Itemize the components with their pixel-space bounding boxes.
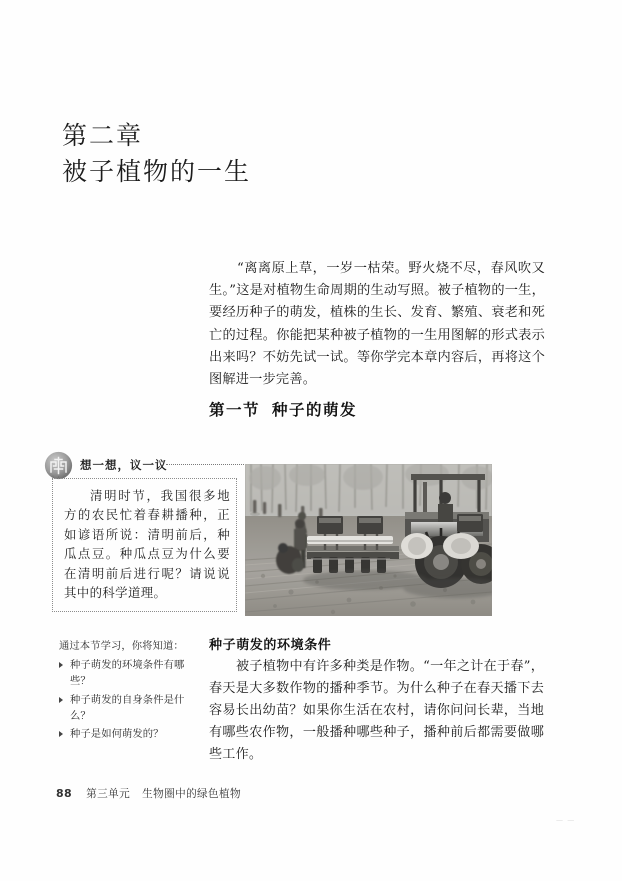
objectives-intro: 通过本节学习，你将知道： xyxy=(59,640,184,652)
field-sowing-photo xyxy=(245,464,492,616)
objective-text: 种子萌发的自身条件是什么？ xyxy=(70,693,185,722)
list-item xyxy=(59,726,195,742)
page-footer xyxy=(56,786,241,801)
body-paragraph: 被子植物中有许多种类是作物。“一年之计在于春”，春天是大多数作物的播种季节。为什么种子在春天播下去容易长出幼苗？如果你生活在农村，请你问问长辈，当地有哪些农作物，一般播种哪些种子，播种前后都需要做哪些工作。 xyxy=(209,659,544,762)
section-title: 种子的萌发 xyxy=(272,401,358,419)
seal-icon xyxy=(44,451,73,480)
list-item xyxy=(59,657,195,689)
think-discuss-text: 清明时节，我国很多地方的农民忙着春耕播种，正如谚语所说：清明前后，种瓜点豆。种瓜点豆为什么要在清明前后进行呢？请说说其中的科学道理。 xyxy=(64,488,230,601)
triangle-bullet-icon xyxy=(59,697,63,703)
page-number: 88 xyxy=(56,787,73,800)
footer-unit-title: 生物圈中的绿色植物 xyxy=(142,788,242,800)
footer-unit: 第三单元 xyxy=(86,788,131,800)
think-discuss-rule xyxy=(166,464,244,466)
corner-watermark: — — xyxy=(556,816,576,824)
objective-text: 种子萌发的环境条件有哪些？ xyxy=(70,659,185,688)
triangle-bullet-icon xyxy=(59,662,63,668)
chapter-intro-paragraph: “离离原上草，一岁一枯荣。野火烧不尽，春风吹又生。”这是对植物生命周期的生动写照。被子植物的一生，要经历种子的萌发，植株的生长、发育、繁殖、衰老和死亡的过程。你能把某种被子植物的一生用图解的形式表示出来吗？不妨先试一试。等你学完本章内容后，再将这个图解进一步完善。 xyxy=(209,261,545,388)
chapter-title-text: 被子植物的一生 xyxy=(62,156,252,186)
body-subheading: 种子萌发的环境条件 xyxy=(209,638,332,653)
objective-text: 种子是如何萌发的？ xyxy=(70,728,164,741)
objectives-list xyxy=(59,657,195,742)
chapter-number: 第二章 xyxy=(62,121,144,150)
section-heading xyxy=(209,398,357,420)
learning-objectives xyxy=(59,638,195,744)
chapter-title xyxy=(62,118,482,189)
triangle-bullet-icon xyxy=(59,731,63,737)
section-number: 第一节 xyxy=(209,401,261,419)
think-discuss-label: 想一想，议一议 xyxy=(80,458,168,472)
list-item xyxy=(59,692,195,724)
